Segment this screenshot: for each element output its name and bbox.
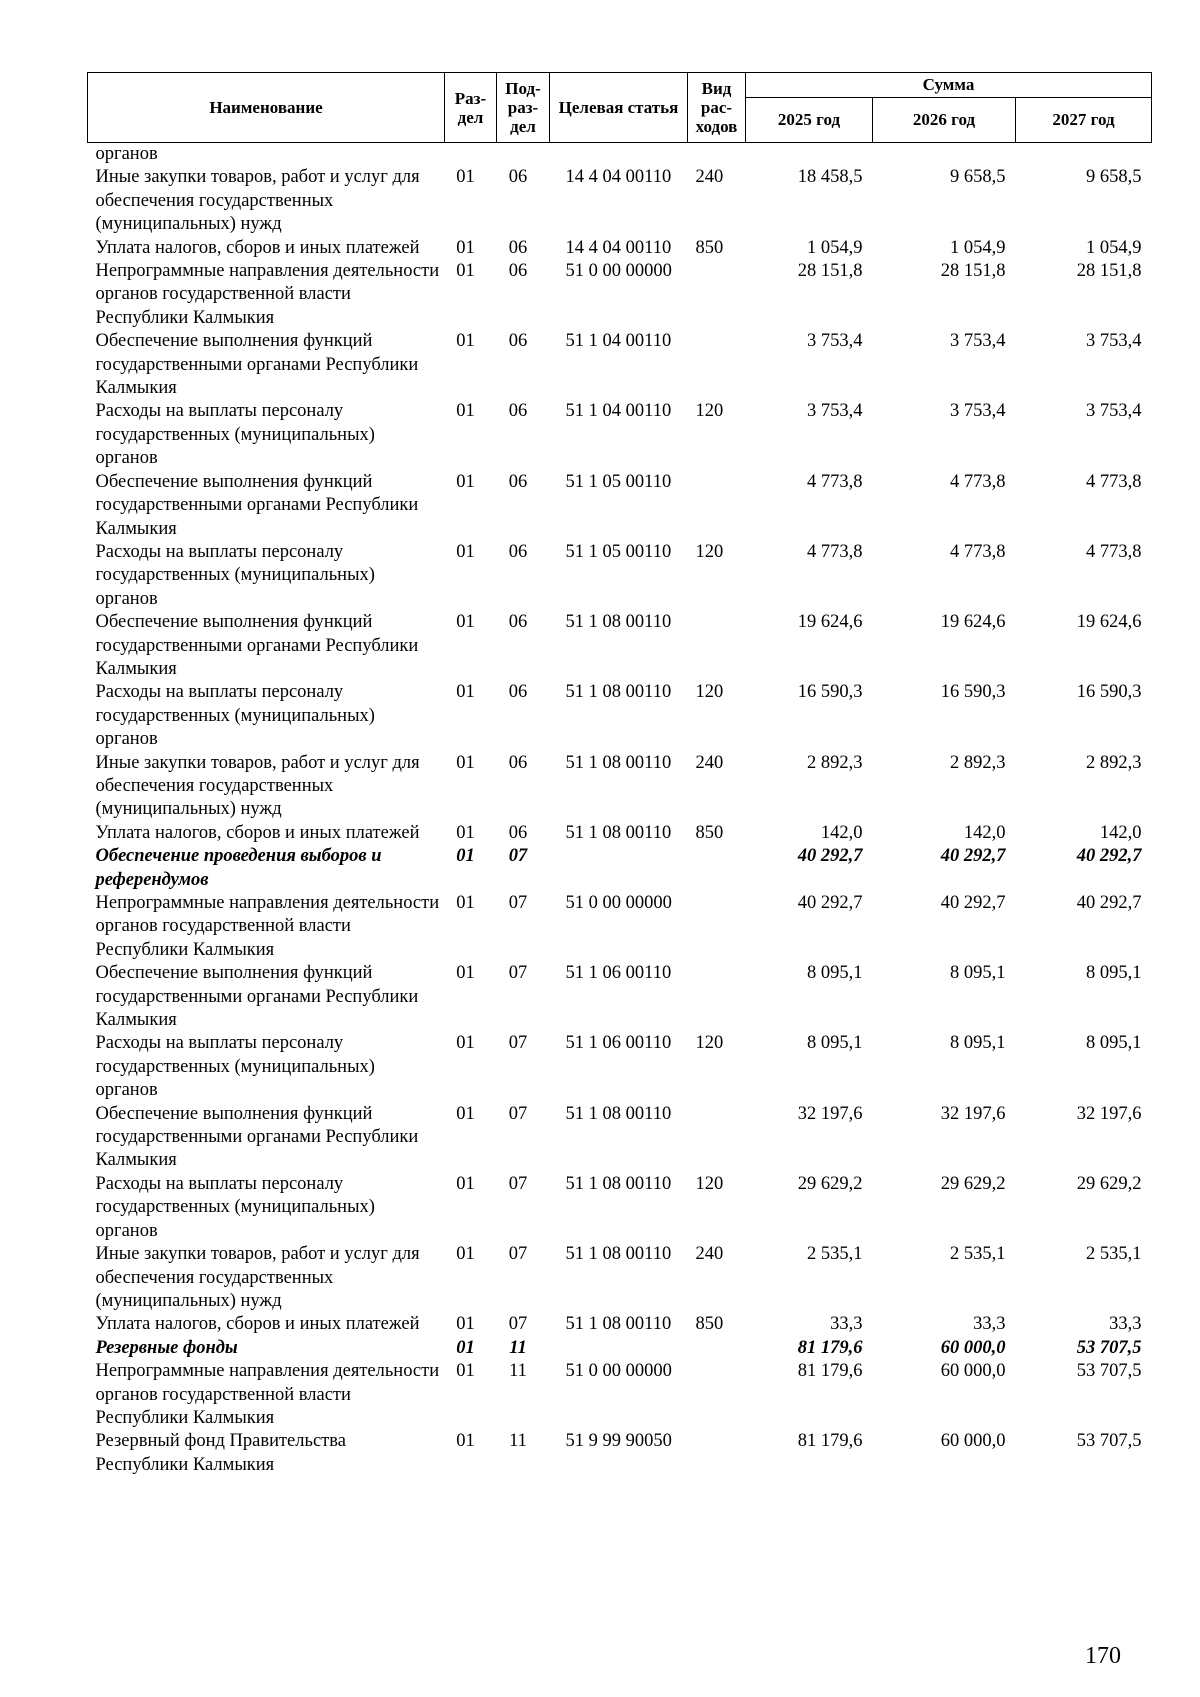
- row-vid-rashodov: [688, 1360, 746, 1430]
- budget-table-page: [87, 72, 1151, 1477]
- table-row: [88, 611, 1152, 681]
- row-name: Уплата налогов, сборов и иных платежей: [95, 822, 420, 843]
- row-podrazdel: 06: [508, 261, 528, 282]
- row-vid-rashodov: 240: [695, 167, 724, 188]
- row-podrazdel: 06: [508, 167, 528, 188]
- row-name: Непрограммные направления деятельности органов государственной власти Республики Калмыкия: [95, 893, 440, 960]
- row-celevaya-statya: [550, 1337, 688, 1360]
- row-podrazdel: 07: [508, 1103, 528, 1124]
- row-razdel: 01: [456, 1103, 475, 1124]
- table-body: [88, 143, 1152, 1478]
- row-amount-2027: 53 707,5: [1076, 1431, 1142, 1452]
- row-vid-rashodov: 120: [695, 401, 724, 422]
- row-celevaya-statya: 51 1 05 00110: [565, 541, 672, 562]
- row-amount-2025: 19 624,6: [797, 612, 863, 633]
- row-vid-rashodov: 120: [695, 1173, 724, 1194]
- row-name: Обеспечение выполнения функций государственными органами Республики Калмыкия: [95, 331, 419, 399]
- row-amount-2027: 40 292,7: [1076, 893, 1142, 913]
- row-razdel: 01: [456, 1431, 475, 1452]
- row-amount-2027: 9 658,5: [1086, 167, 1142, 188]
- row-amount-2025: 1 054,9: [807, 237, 863, 258]
- row-razdel: 01: [456, 541, 475, 562]
- row-podrazdel: 07: [508, 1033, 528, 1054]
- row-podrazdel: 06: [508, 682, 528, 703]
- row-podrazdel: 11: [509, 1337, 527, 1358]
- row-name: Резервный фонд Правительства Республики Калмыкия: [95, 1431, 346, 1475]
- row-amount-2026: 32 197,6: [940, 1103, 1006, 1124]
- row-amount-2027: 4 773,8: [1086, 471, 1142, 492]
- row-razdel: 01: [456, 1173, 475, 1194]
- row-amount-2026: 8 095,1: [950, 1033, 1006, 1054]
- row-razdel: 01: [456, 893, 475, 913]
- row-amount-2025: 2 535,1: [807, 1244, 863, 1265]
- row-amount-2026: 40 292,7: [940, 893, 1006, 913]
- table-row: [88, 1032, 1152, 1102]
- row-amount-2027: 1 054,9: [1086, 237, 1142, 258]
- row-podrazdel: 07: [508, 846, 528, 867]
- row-amount-2026: 28 151,8: [940, 261, 1006, 282]
- row-amount-2027: 53 707,5: [1076, 1337, 1142, 1358]
- row-vid-rashodov: 240: [695, 752, 724, 773]
- row-name: Иные закупки товаров, работ и услуг для обеспечения государственных (муниципальных) нужд: [95, 752, 420, 820]
- row-podrazdel: 07: [508, 893, 528, 913]
- budget-table: [87, 72, 1152, 1477]
- table-row: [88, 892, 1152, 962]
- row-amount-2027: 8 095,1: [1086, 1033, 1142, 1054]
- row-podrazdel: [497, 143, 550, 167]
- row-amount-2026: 142,0: [963, 822, 1006, 843]
- row-amount-2026: 40 292,7: [940, 846, 1006, 867]
- table-row: [88, 962, 1152, 1032]
- header-podrazdel: Под-раз-дел: [497, 73, 550, 143]
- row-amount-2026: 33,3: [973, 1314, 1006, 1335]
- row-celevaya-statya: 51 1 04 00110: [565, 401, 672, 422]
- header-vid-rashodov: Вид рас-ходов: [688, 73, 746, 143]
- header-summa: Сумма: [746, 73, 1152, 98]
- row-razdel: 01: [456, 963, 475, 984]
- header-year-2026: 2026 год: [873, 98, 1016, 143]
- row-amount-2026: 60 000,0: [940, 1431, 1006, 1452]
- row-vid-rashodov: [688, 143, 746, 167]
- row-podrazdel: 06: [508, 612, 528, 633]
- header-celevaya-statya: Целевая статья: [550, 73, 688, 143]
- row-podrazdel: 06: [508, 331, 528, 352]
- row-amount-2027: 142,0: [1099, 822, 1142, 843]
- row-amount-2026: 60 000,0: [940, 1337, 1006, 1358]
- row-amount-2025: 8 095,1: [807, 1033, 863, 1054]
- row-amount-2026: 1 054,9: [950, 237, 1006, 258]
- row-celevaya-statya: 14 4 04 00110: [565, 167, 672, 188]
- row-vid-rashodov: [688, 471, 746, 541]
- row-razdel: 01: [456, 1361, 475, 1382]
- header-year-2027: 2027 год: [1016, 98, 1152, 143]
- row-amount-2026: 3 753,4: [950, 331, 1006, 352]
- row-amount-2026: 2 535,1: [950, 1244, 1006, 1265]
- row-celevaya-statya: 51 1 08 00110: [565, 822, 672, 843]
- table-row: [88, 330, 1152, 400]
- row-vid-rashodov: 120: [695, 682, 724, 703]
- table-row: [88, 1360, 1152, 1430]
- row-name: органов: [95, 144, 158, 164]
- row-podrazdel: 06: [508, 541, 528, 562]
- row-vid-rashodov: [688, 1430, 746, 1477]
- row-amount-2025: 28 151,8: [797, 261, 863, 282]
- row-razdel: 01: [456, 1244, 475, 1265]
- table-row: [88, 845, 1152, 892]
- header-year-2025: 2025 год: [746, 98, 873, 143]
- header-razdel: Раз-дел: [445, 73, 497, 143]
- page-number: 170: [1085, 1643, 1121, 1669]
- table-row: [88, 143, 1152, 167]
- row-name: Иные закупки товаров, работ и услуг для обеспечения государственных (муниципальных) нужд: [95, 167, 420, 235]
- row-celevaya-statya: [550, 143, 688, 167]
- row-name: Расходы на выплаты персоналу государственных (муниципальных) органов: [95, 1033, 375, 1101]
- row-podrazdel: 07: [508, 1173, 528, 1194]
- row-vid-rashodov: 120: [695, 1033, 724, 1054]
- row-vid-rashodov: [688, 1103, 746, 1173]
- table-header: [88, 73, 1152, 143]
- table-row: [88, 1313, 1152, 1336]
- row-celevaya-statya: 51 1 04 00110: [565, 331, 672, 352]
- row-razdel: 01: [456, 401, 475, 422]
- table-row: [88, 166, 1152, 236]
- row-amount-2027: 19 624,6: [1076, 612, 1142, 633]
- row-amount-2027: 16 590,3: [1076, 682, 1142, 703]
- row-razdel: 01: [456, 331, 475, 352]
- row-amount-2026: 16 590,3: [940, 682, 1006, 703]
- row-amount-2026: 4 773,8: [950, 541, 1006, 562]
- row-vid-rashodov: 240: [695, 1244, 724, 1265]
- row-razdel: 01: [456, 752, 475, 773]
- row-vid-rashodov: 850: [695, 1314, 724, 1335]
- row-amount-2027: 53 707,5: [1076, 1361, 1142, 1382]
- row-name: Обеспечение выполнения функций государственными органами Республики Калмыкия: [95, 471, 419, 539]
- row-celevaya-statya: 51 1 08 00110: [565, 1314, 672, 1335]
- row-name: Расходы на выплаты персоналу государственных (муниципальных) органов: [95, 1173, 375, 1241]
- row-amount-2027: 3 753,4: [1086, 401, 1142, 422]
- row-podrazdel: 06: [508, 471, 528, 492]
- row-podrazdel: 06: [508, 822, 528, 843]
- row-celevaya-statya: 51 0 00 00000: [565, 261, 672, 282]
- row-podrazdel: 06: [508, 752, 528, 773]
- row-amount-2027: 8 095,1: [1086, 963, 1142, 984]
- row-name: Обеспечение выполнения функций государственными органами Республики Калмыкия: [95, 1103, 419, 1171]
- row-podrazdel: 11: [509, 1361, 527, 1382]
- row-amount-2027: [1016, 143, 1152, 167]
- row-name: Уплата налогов, сборов и иных платежей: [95, 1314, 420, 1335]
- table-row: [88, 400, 1152, 470]
- row-amount-2027: 2 535,1: [1086, 1244, 1142, 1265]
- row-vid-rashodov: [688, 330, 746, 400]
- row-celevaya-statya: 51 1 06 00110: [565, 963, 672, 984]
- row-vid-rashodov: [688, 962, 746, 1032]
- row-amount-2025: 16 590,3: [797, 682, 863, 703]
- row-amount-2026: 19 624,6: [940, 612, 1006, 633]
- row-celevaya-statya: 51 1 05 00110: [565, 471, 672, 492]
- row-amount-2025: 2 892,3: [807, 752, 863, 773]
- row-amount-2027: 4 773,8: [1086, 541, 1142, 562]
- row-celevaya-statya: 51 1 08 00110: [565, 1103, 672, 1124]
- row-celevaya-statya: 14 4 04 00110: [565, 237, 672, 258]
- table-row: [88, 1173, 1152, 1243]
- row-name: Непрограммные направления деятельности органов государственной власти Республики Калмыкия: [95, 261, 440, 328]
- row-amount-2027: 33,3: [1109, 1314, 1142, 1335]
- row-name: Обеспечение выполнения функций государственными органами Республики Калмыкия: [95, 963, 419, 1031]
- row-celevaya-statya: 51 0 00 00000: [565, 1361, 672, 1382]
- row-amount-2025: 142,0: [820, 822, 863, 843]
- row-razdel: 01: [456, 237, 475, 258]
- row-celevaya-statya: 51 1 08 00110: [565, 612, 672, 633]
- table-row: [88, 1243, 1152, 1313]
- row-amount-2025: [746, 143, 873, 167]
- row-amount-2025: 4 773,8: [807, 541, 863, 562]
- row-amount-2025: 3 753,4: [807, 401, 863, 422]
- row-vid-rashodov: 120: [695, 541, 724, 562]
- row-celevaya-statya: 51 1 06 00110: [565, 1033, 672, 1054]
- row-amount-2025: 81 179,6: [797, 1431, 863, 1452]
- row-vid-rashodov: [688, 845, 746, 892]
- row-amount-2025: 32 197,6: [797, 1103, 863, 1124]
- table-row: [88, 1103, 1152, 1173]
- row-amount-2027: 28 151,8: [1076, 261, 1142, 282]
- row-name: Непрограммные направления деятельности органов государственной власти Республики Калмыкия: [95, 1361, 440, 1428]
- row-amount-2025: 4 773,8: [807, 471, 863, 492]
- row-vid-rashodov: 850: [695, 237, 724, 258]
- row-amount-2025: 29 629,2: [797, 1173, 863, 1194]
- row-vid-rashodov: 850: [695, 822, 724, 843]
- row-amount-2027: 3 753,4: [1086, 331, 1142, 352]
- row-amount-2025: 8 095,1: [807, 963, 863, 984]
- row-vid-rashodov: [688, 892, 746, 962]
- row-name: Расходы на выплаты персоналу государственных (муниципальных) органов: [95, 541, 375, 609]
- table-row: [88, 681, 1152, 751]
- row-podrazdel: 07: [508, 1314, 528, 1335]
- table-row: [88, 237, 1152, 260]
- row-name: Расходы на выплаты персоналу государственных (муниципальных) органов: [95, 682, 375, 750]
- row-amount-2027: 2 892,3: [1086, 752, 1142, 773]
- row-razdel: 01: [456, 846, 475, 867]
- row-vid-rashodov: [688, 611, 746, 681]
- row-podrazdel: 06: [508, 237, 528, 258]
- row-amount-2025: 40 292,7: [797, 846, 863, 867]
- row-razdel: 01: [456, 1033, 475, 1054]
- row-razdel: [445, 143, 497, 167]
- row-celevaya-statya: 51 1 08 00110: [565, 1173, 672, 1194]
- row-name: Иные закупки товаров, работ и услуг для обеспечения государственных (муниципальных) нужд: [95, 1244, 420, 1311]
- row-amount-2027: 29 629,2: [1076, 1173, 1142, 1194]
- row-razdel: 01: [456, 1337, 475, 1358]
- row-celevaya-statya: 51 9 99 90050: [565, 1431, 672, 1452]
- row-name: Расходы на выплаты персоналу государственных (муниципальных) органов: [95, 401, 375, 469]
- row-amount-2026: 9 658,5: [950, 167, 1006, 188]
- row-amount-2026: 2 892,3: [950, 752, 1006, 773]
- row-amount-2025: 81 179,6: [797, 1361, 863, 1382]
- row-amount-2026: 8 095,1: [950, 963, 1006, 984]
- row-razdel: 01: [456, 612, 475, 633]
- row-podrazdel: 11: [509, 1431, 527, 1452]
- row-razdel: 01: [456, 261, 475, 282]
- row-name: Обеспечение выполнения функций государственными органами Республики Калмыкия: [95, 612, 419, 679]
- row-podrazdel: 07: [508, 963, 528, 984]
- row-razdel: 01: [456, 471, 475, 492]
- table-row: [88, 752, 1152, 822]
- row-name: Уплата налогов, сборов и иных платежей: [95, 237, 420, 258]
- table-row: [88, 260, 1152, 330]
- row-amount-2025: 18 458,5: [797, 167, 863, 188]
- table-row: [88, 822, 1152, 845]
- row-amount-2026: 4 773,8: [950, 471, 1006, 492]
- row-amount-2026: 29 629,2: [940, 1173, 1006, 1194]
- row-amount-2027: 40 292,7: [1076, 846, 1142, 867]
- row-amount-2025: 33,3: [830, 1314, 863, 1335]
- row-celevaya-statya: 51 1 08 00110: [565, 682, 672, 703]
- row-name: Обеспечение проведения выборов и референдумов: [95, 846, 382, 890]
- row-amount-2027: 32 197,6: [1076, 1103, 1142, 1124]
- row-podrazdel: 07: [508, 1244, 528, 1265]
- table-row: [88, 471, 1152, 541]
- row-celevaya-statya: 51 1 08 00110: [565, 752, 672, 773]
- row-celevaya-statya: [550, 845, 688, 892]
- row-amount-2025: 3 753,4: [807, 331, 863, 352]
- row-razdel: 01: [456, 167, 475, 188]
- row-amount-2026: [873, 143, 1016, 167]
- row-amount-2026: 3 753,4: [950, 401, 1006, 422]
- table-row: [88, 1430, 1152, 1477]
- row-razdel: 01: [456, 822, 475, 843]
- row-name: Резервные фонды: [95, 1337, 238, 1358]
- row-vid-rashodov: [688, 1337, 746, 1360]
- row-vid-rashodov: [688, 260, 746, 330]
- row-podrazdel: 06: [508, 401, 528, 422]
- row-amount-2025: 81 179,6: [797, 1337, 863, 1358]
- row-amount-2026: 60 000,0: [940, 1361, 1006, 1382]
- table-row: [88, 541, 1152, 611]
- row-celevaya-statya: 51 1 08 00110: [565, 1244, 672, 1265]
- row-razdel: 01: [456, 1314, 475, 1335]
- row-celevaya-statya: 51 0 00 00000: [565, 893, 672, 913]
- row-amount-2025: 40 292,7: [797, 893, 863, 913]
- row-razdel: 01: [456, 682, 475, 703]
- header-name: Наименование: [88, 73, 445, 143]
- table-row: [88, 1337, 1152, 1360]
